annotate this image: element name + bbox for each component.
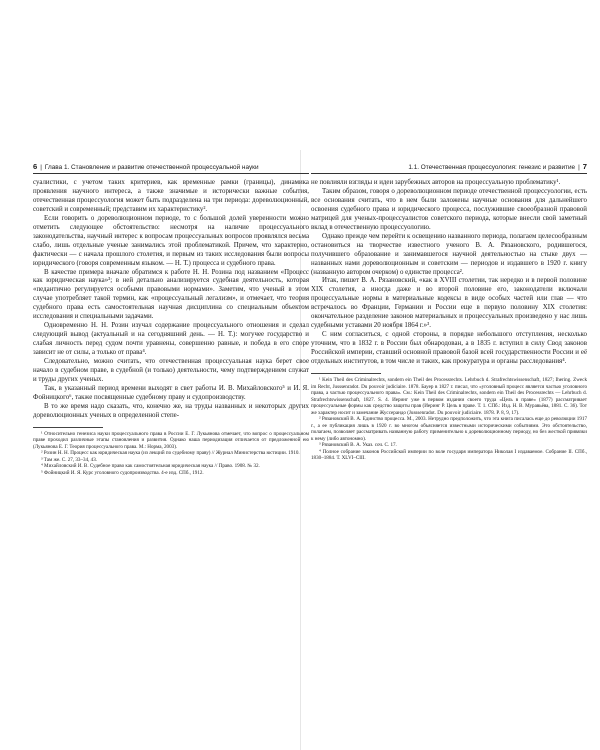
footnote: ⁴ Михайловский И. В. Судебное право как самостоятельная юридическая наука // Право. 1908. № 32. [41, 463, 260, 470]
right-page [311, 162, 587, 462]
paragraph: Таким образом, говоря о дореволюционном периоде отечественной процессуологии, есть все основания считать, что в нем были заложены научные основания для дальнейшего освоения судебного права и юридического процесса, послужившие своеобразной правовой матрицей для ученых-процессуалистов советского периода, которые внесли свой заметный вклад в отечественную процессуологию. [311, 187, 587, 231]
footnote-divider [33, 427, 103, 428]
right-section-title: 1.1. Отечественная процессуология: генезис и развитие [408, 164, 576, 171]
left-running-head: 6 | Глава 1. Становление и развитие отечественной процессуальной науки [33, 162, 309, 174]
paragraph: В то же время надо сказать, что, конечно же, на труды названных и некоторых других дореволюционных ученых в определенной степе- [33, 402, 309, 419]
left-footnotes [33, 427, 309, 477]
footnote-divider [311, 373, 381, 374]
right-page-number: 7 [582, 162, 587, 171]
right-running-head: 1.1. Отечественная процессуология: генезис и развитие | 7 [311, 162, 587, 174]
footnote: ⁴ Полное собрание законов Российской империи по воле государя императора Николая I издаваемое. Собрание II. СПб., 1830–1884. Т. XLVI–CIII. [311, 448, 587, 462]
paragraph: Одновременно Н. Н. Розин изучал содержание процессуального отношения и сделал следующий вывод (актуальный и на сегодняшний день. — Н. Т.): могучее государство и слабая личность перед судом почти уравнены, совершенно равные, и победа в его споре зависит не от силы, а только от права⁴. [33, 322, 309, 357]
paragraph: Итак, пишет В. А. Рязановский, «как в XVIII столетии, так нередко и в первой половине XIX столетия, а иногда даже и во второй половине его, законодатели включали процессуальные нормы в материальные кодексы в виде особых частей или глав — что встречалось во Франции, Германии и России еще в первую половину XIX столетия: окончательное разделение законов материальных и процессуальных произведено у нас лишь судебными уставами 20 ноября 1864 г.»³. [311, 277, 587, 330]
right-footnotes [311, 373, 587, 462]
left-page-number: 6 [33, 162, 38, 171]
footnote: ³ Рязановский В. А. Указ. соч. С. 17. [319, 442, 397, 449]
paragraph: С ним согласиться, с одной стороны, в порядке небольшого отступления, несколько уточним, что в 1832 г. в России был обнародован, а в 1835 г. вступил в силу Свод законов Российской империи, ставший основной правовой базой всей государственности России и её отдельных институтов, в том числе и таких, как прокуратура и органы расследования⁴. [311, 331, 587, 366]
paragraph: Однако прежде чем перейти к освещению названного периода, полагаем целесообразным остановиться на творчестве известного ученого В. А. Рязановского, родившегося, получившего образование и занимавшегося научной деятельностью на стыке двух — названных нами дореволюционным и советским — периодов и издавшего в 1920 г. книгу (названную автором очерком) о единстве процесса². [311, 232, 587, 276]
paragraph: суалистики, с учетом таких критериев, как временные рамки (границы), динамика проявления научного интереса, а также значимые и исторически важные события, отечественная процессуология может быть подразделена на три периода: дореволюционный, советский и современный; представим их характеристику². [33, 179, 309, 213]
paragraph: Если говорить о дореволюционном периоде, то с большой долей уверенности можно отметить следующее обстоятельство: несмотря на наличие процессуального законодательства, научный интерес к вопросам процессуальных вопросов проявлялся весьма слабо, лишь отдельные ученые занимались этой проблематикой. Причем, что характерно, фактически — с начала прошлого столетия, и первым из таких исследования были вопросы юридического (говоря современным языком. — Н. Т.) процесса и судебного права. [33, 214, 309, 267]
footnote: ³ Там же. С. 27, 33–34, 43. [41, 456, 98, 463]
footnote: ² Розин Н. Н. Процесс как юридическая наука (из лекций по судебному праву) // Журнал Министерства юстиции. 1910. [41, 450, 300, 457]
left-chapter-title: Глава 1. Становление и развитие отечественной процессуальной науки [44, 164, 259, 171]
paragraph: Следовательно, можно считать, что отечественная процессуальная наука берет свое начало в судебном праве, в судебной (и только) деятельности, чему подтверждением служат и труды других ученых. [33, 358, 309, 383]
left-page [33, 162, 309, 476]
footnote: ⁵ Фойницкий И. Я. Курс уголовного судопроизводства. 4-е изд. СПб., 1912. [41, 469, 204, 476]
paragraph: В качестве примера вначале обратимся к работе Н. Н. Розина под названием «Процесс как юридическая наука»³; в ней детально анализируется судебная деятельность, которая «педантично регулируется особыми правовыми нормами». Заметим, что ученый в этом случае употребляет такой термин, как «процессуальный легализм», и отмечает, что теория судебного права есть самостоятельная научная дисциплина со специальным объектом исследования и специальными задачами. [33, 268, 309, 321]
right-body-text [311, 179, 587, 367]
paragraph: Так, в указанный период времени выходят в свет работы И. В. Михайловского⁵ и И. Я. Фойницкого⁶, также посвященные судебному праву и судопроизводству. [33, 384, 309, 401]
footnote: ¹ Относительно генезиса науки процессуального права в России Е. Г. Лукьянова отмечает, что вопрос о процессуальном праве проходил различные этапы становления и развития. Однако наша периодизация отличается от предложенной ею (Лукьянова Е. Г. Теория процессуального права. М.: Норма, 2003). [33, 430, 309, 450]
left-body-text [33, 179, 309, 421]
footnote: ² Рязановский В. А. Единство процесса. М., 2003. Нетрудно предположить, что эта книга писалась еще до революции 1917 г., а ее публикация лишь в 1920 г. во многом объясняется известными историческими событиями. Это обстоятельство, полагаем, позволяет рассматривать названную работу применительно к дореволюционному периоду, но без жесткой привязки к нему (либо автономно). [311, 416, 587, 442]
footnote: ¹ Kein Theil des Criminalrechts, sondern ein Theil des Processrechts. Lehrbuch d. Strafrechtswissenschaft, 1827; Ihering. Zweck im Recht, Jusssenradot. Du pouvoir judiciaire. 1878. Бауер в 1827 г. писал, что «уголовный процесс является частью уголовного права, а частью процессуального права». См.: Kein Theil des Criminalrechts, sondern ein Theil des Processrechts — Lehrbuch d. Strafrechtswissenschaft, 1827. S. 4. Иеринг уже в первом издании своего труда «Цель в праве» (1877) рассматривает процессуальные формы как средство защиты прав (Иеринг Р. Цель в праве. Т. 1. СПб.: Изд. Н. В. Муравьёва, 1881. С. 36). Тот же характер носит и замечание Жуссерандо (Jusssenradot. Du pouvoir judiciaire. 1878. P. 8, 9, 17). [311, 377, 587, 416]
paragraph: не повлияли взгляды и идеи зарубежных авторов на процессуальную проблематику¹. [311, 179, 561, 186]
